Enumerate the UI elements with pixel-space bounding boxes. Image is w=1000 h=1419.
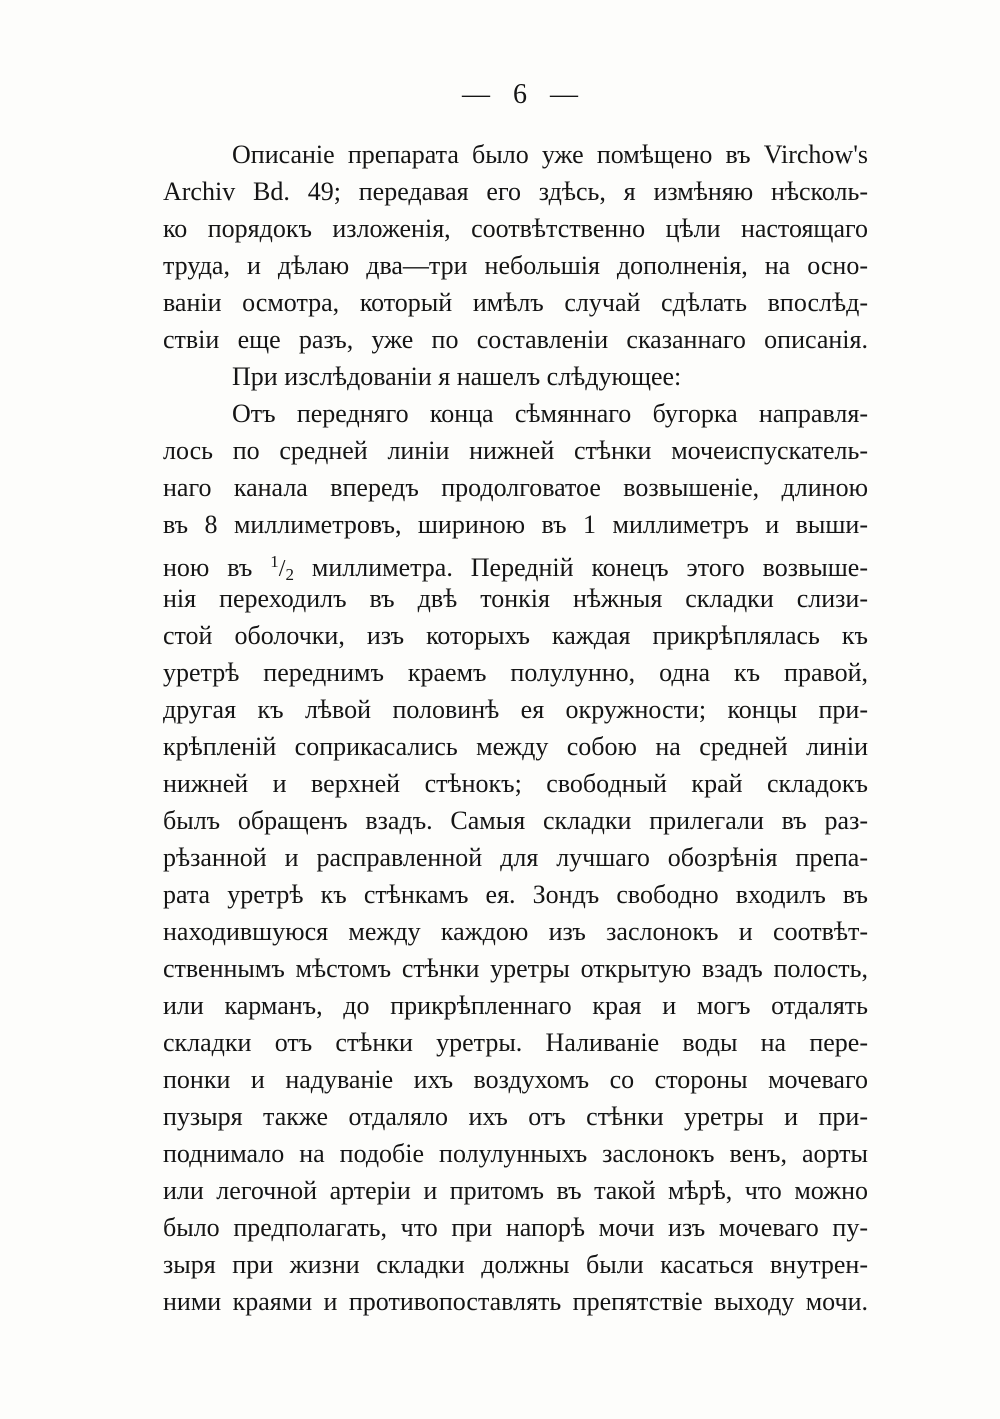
text-line: уретрѣ переднимъ краемъ полулунно, одна къ правой, (163, 658, 868, 687)
text-line: стой оболочки, изъ которыхъ каждая прикрѣплялась къ (163, 621, 868, 650)
fraction-numerator: 1 (270, 552, 279, 571)
text-line: нія переходилъ въ двѣ тонкія нѣжныя складки слизи- (163, 584, 868, 613)
text-line: въ 8 миллиметровъ, шириною въ 1 миллиметръ и выши- (163, 510, 868, 539)
text-line: Archiv Bd. 49; передавая его здѣсь, я измѣняю нѣсколь- (163, 177, 868, 206)
text-line: При изслѣдованіи я нашелъ слѣдующее: (232, 362, 682, 391)
text-line: складки отъ стѣнки уретры. Наливаніе воды на пере- (163, 1028, 868, 1057)
text-line: рата уретрѣ къ стѣнкамъ ея. Зондъ свободно входилъ въ (163, 880, 868, 909)
text-line: другая къ лѣвой половинѣ ея окружности; концы при- (163, 695, 868, 724)
text-line: находившуюся между каждою изъ заслонокъ и соотвѣт- (163, 917, 868, 946)
text-line: наго канала впередъ продолговатое возвышеніе, длиною (163, 473, 868, 502)
text-line: поднимало на подобіе полулунныхъ заслонокъ венъ, аорты (163, 1139, 868, 1168)
page-number: — 6 — (462, 79, 578, 110)
paragraph (163, 136, 868, 358)
fraction-slash: / (278, 556, 286, 582)
text-line: понки и надуваніе ихъ воздухомъ со стороны мочеваго (163, 1065, 868, 1094)
text-line: пузыря также отдаляло ихъ отъ стѣнки уретры и при- (163, 1102, 868, 1131)
text-line: нижней и верхней стѣнокъ; свободный край складокъ (163, 769, 868, 798)
text-line: или легочной артеріи и притомъ въ такой мѣрѣ, что можно (163, 1176, 868, 1205)
text-line-with-fraction (163, 543, 868, 584)
text-line: было предполагать, что при напорѣ мочи изъ мочеваго пу- (163, 1213, 868, 1242)
text-line: ствіи еще разъ, уже по составленіи сказаннаго описанія. (163, 325, 868, 354)
text-line: Описаніе препарата было уже помѣщено въ Virchow's (232, 140, 868, 169)
fraction-denominator: 2 (285, 565, 294, 584)
paragraph (163, 358, 868, 395)
text-line: или карманъ, до прикрѣпленнаго края и могъ отдалять (163, 991, 868, 1020)
text-line: лось по средней линіи нижней стѣнки мочеиспускатель- (163, 436, 868, 465)
text-line: зыря при жизни складки должны были касаться внутрен- (163, 1250, 868, 1279)
text-line: былъ обращенъ взадъ. Самыя складки прилегали въ раз- (163, 806, 868, 835)
text-line: ственнымъ мѣстомъ стѣнки уретры открытую взадъ полость, (163, 954, 868, 983)
text-line: Отъ передняго конца сѣмяннаго бугорка направля- (232, 399, 868, 428)
text-line: ко порядокъ изложенія, соотвѣтственно цѣли настоящаго (163, 214, 868, 243)
text-line: труда, и дѣлаю два—три небольшія дополненія, на осно- (163, 251, 868, 280)
text-line: ваніи осмотра, который имѣлъ случай сдѣлать впослѣд- (163, 288, 868, 317)
text-line: рѣзанной и расправленной для лучшаго обозрѣнія препа- (163, 843, 868, 872)
text-segment: ною въ (163, 553, 271, 582)
text-line: ними краями и противопоставлять препятствіе выходу мочи. (163, 1287, 868, 1316)
page-text (163, 136, 868, 1320)
text-line: крѣпленій соприкасались между собою на средней линіи (163, 732, 868, 761)
paragraph (163, 395, 868, 1320)
text-segment: миллиметра. Передній конецъ этого возвыше- (293, 553, 868, 582)
